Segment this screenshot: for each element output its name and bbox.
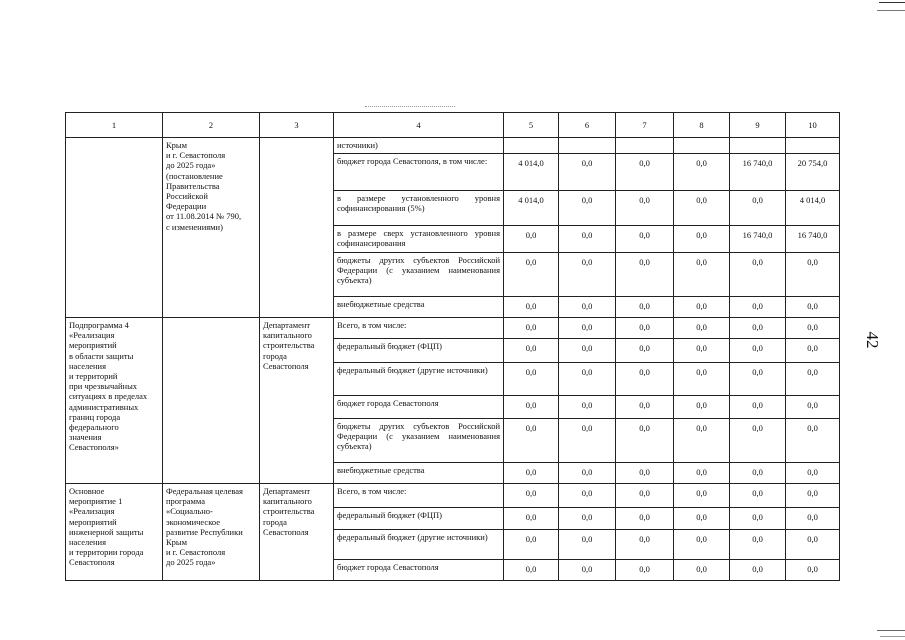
amount-cell: 0,0 [616,419,674,463]
executor-cell [260,138,334,318]
amount-cell: 0,0 [786,463,840,484]
funding-table [65,112,840,581]
amount-cell: 0,0 [674,560,730,581]
cell-line: «Реализация [69,506,115,517]
cell-line: Департамент [263,320,311,330]
cell-line: Основное [69,486,105,496]
amount-cell: 4 014,0 [504,154,559,191]
amount-cell: 0,0 [786,339,840,363]
funding-source-cell: Всего, в том числе: [334,318,504,339]
amount-cell: 0,0 [674,318,730,339]
amount-cell: 0,0 [674,396,730,419]
amount-cell: 0,0 [730,339,786,363]
amount-cell: 0,0 [674,363,730,396]
amount-cell: 0,0 [559,508,616,530]
amount-cell: 0,0 [504,253,559,297]
funding-source-cell: бюджеты других субъектов Российской Федерации (с указанием наименования субъекта) [334,419,504,463]
amount-cell: 0,0 [730,530,786,560]
amount-cell [786,138,840,154]
amount-cell: 0,0 [504,396,559,419]
amount-cell: 0,0 [616,530,674,560]
cell-line: ситуациях в пределах [69,391,148,402]
cell-line: Севастополя [263,360,309,371]
scan-artifact [365,106,455,107]
column-header: 10 [786,113,840,138]
cell-line: (постановление [166,170,223,181]
funding-source-cell: в размере установленного уровня софинансирования (5%) [334,191,504,226]
cell-line: капитального [263,496,312,507]
table-row [66,484,840,508]
amount-cell: 0,0 [616,396,674,419]
amount-cell: 0,0 [504,530,559,560]
program-name-cell [66,318,163,484]
cell-line: до 2025 года» [166,160,216,171]
cell-line: экономическое [166,516,221,527]
amount-cell: 0,0 [504,508,559,530]
amount-cell: 0,0 [674,419,730,463]
amount-cell: 0,0 [730,318,786,339]
page-number: 42 [863,331,882,349]
amount-cell: 0,0 [559,253,616,297]
funding-source-cell: источники) [334,138,504,154]
amount-cell: 0,0 [504,484,559,508]
cell-line: населения [69,360,106,371]
cell-line: капитального [263,330,312,341]
funding-source-cell: федеральный бюджет (ФЦП) [334,508,504,530]
amount-cell: 0,0 [616,226,674,253]
cell-line: и территории города [69,547,144,558]
amount-cell: 0,0 [786,484,840,508]
amount-cell: 0,0 [786,530,840,560]
amount-cell: 0,0 [730,508,786,530]
cell-line: Российской [166,190,208,201]
scan-edge-mark [880,636,905,637]
amount-cell: 16 740,0 [730,226,786,253]
amount-cell: 0,0 [730,419,786,463]
amount-cell: 0,0 [730,297,786,318]
amount-cell: 0,0 [786,363,840,396]
cell-line: Крым [166,140,188,150]
legal-basis-cell [163,484,260,581]
legal-basis-cell [163,318,260,484]
amount-cell: 0,0 [504,318,559,339]
amount-cell: 0,0 [786,396,840,419]
amount-cell [504,138,559,154]
amount-cell: 0,0 [616,191,674,226]
amount-cell: 0,0 [559,154,616,191]
amount-cell [730,138,786,154]
amount-cell: 0,0 [559,484,616,508]
funding-source-cell: бюджет города Севастополя [334,396,504,419]
amount-cell: 0,0 [674,154,730,191]
cell-line: до 2025 года» [166,557,216,568]
amount-cell: 0,0 [730,560,786,581]
amount-cell: 0,0 [559,419,616,463]
amount-cell: 0,0 [674,297,730,318]
cell-line: границ города [69,411,121,422]
amount-cell: 0,0 [786,508,840,530]
amount-cell: 0,0 [730,253,786,297]
amount-cell: 0,0 [674,191,730,226]
amount-cell: 0,0 [674,530,730,560]
column-header: 3 [260,113,334,138]
amount-cell: 0,0 [559,297,616,318]
amount-cell: 0,0 [786,560,840,581]
cell-line: населения [69,536,106,547]
amount-cell: 0,0 [559,396,616,419]
cell-line: и г. Севастополя [166,547,226,558]
funding-source-cell: Всего, в том числе: [334,484,504,508]
cell-line: строительства [263,340,315,351]
scan-edge-mark [877,630,905,631]
cell-line: Федерации [166,201,207,212]
cell-line: с изменениями) [166,221,223,232]
cell-line: Севастополя [263,526,309,537]
amount-cell: 0,0 [504,419,559,463]
amount-cell: 0,0 [504,297,559,318]
amount-cell: 0,0 [674,253,730,297]
funding-source-cell: внебюджетные средства [334,463,504,484]
cell-line: мероприятий [69,516,117,527]
cell-line: мероприятий [69,340,117,351]
funding-source-cell: федеральный бюджет (ФЦП) [334,339,504,363]
table-row [66,138,840,154]
amount-cell: 0,0 [786,318,840,339]
funding-source-cell: в размере сверх установленного уровня софинансирования [334,226,504,253]
amount-cell: 4 014,0 [786,191,840,226]
scan-edge-mark [879,2,905,3]
amount-cell: 0,0 [674,463,730,484]
amount-cell: 0,0 [730,484,786,508]
column-header: 1 [66,113,163,138]
cell-line: развитие Республики [166,526,243,537]
cell-line: инженерной защиты [69,526,144,537]
column-header: 6 [559,113,616,138]
amount-cell: 16 740,0 [730,154,786,191]
cell-line: города [263,516,287,527]
amount-cell: 0,0 [616,318,674,339]
amount-cell: 0,0 [674,508,730,530]
amount-cell: 0,0 [786,419,840,463]
cell-line: города [263,350,287,361]
column-header: 4 [334,113,504,138]
table-header-row [66,113,840,138]
cell-line: мероприятие 1 [69,496,123,507]
amount-cell: 0,0 [559,191,616,226]
amount-cell: 0,0 [504,560,559,581]
amount-cell: 0,0 [616,463,674,484]
amount-cell: 0,0 [504,463,559,484]
cell-line: Севастополя [69,557,115,568]
cell-line: от 11.08.2014 № 790, [166,211,242,222]
cell-line: административных [69,401,139,412]
funding-source-cell: внебюджетные средства [334,297,504,318]
column-header: 5 [504,113,559,138]
amount-cell: 0,0 [504,339,559,363]
cell-line: «Социально- [166,506,213,517]
funding-source-cell: бюджет города Севастополя [334,560,504,581]
amount-cell: 0,0 [616,253,674,297]
cell-line: Правительства [166,180,220,191]
amount-cell: 0,0 [559,339,616,363]
funding-source-cell: бюджеты других субъектов Российской Федерации (с указанием наименования субъекта) [334,253,504,297]
amount-cell: 0,0 [730,463,786,484]
amount-cell: 0,0 [559,463,616,484]
amount-cell [616,138,674,154]
amount-cell: 0,0 [674,226,730,253]
funding-source-cell: федеральный бюджет (другие источники) [334,363,504,396]
cell-line: при чрезвычайных [69,381,138,392]
cell-line: федерального [69,421,119,432]
amount-cell: 0,0 [616,508,674,530]
amount-cell: 0,0 [616,363,674,396]
amount-cell [674,138,730,154]
executor-cell [260,318,334,484]
cell-line: в области защиты [69,350,134,361]
amount-cell: 0,0 [730,396,786,419]
column-header: 9 [730,113,786,138]
amount-cell: 0,0 [559,363,616,396]
column-header: 2 [163,113,260,138]
amount-cell: 20 754,0 [786,154,840,191]
cell-line: Федеральная целевая [166,486,243,496]
column-header: 7 [616,113,674,138]
amount-cell: 0,0 [559,226,616,253]
program-name-cell [66,484,163,581]
column-header: 8 [674,113,730,138]
legal-basis-cell [163,138,260,318]
amount-cell: 0,0 [559,560,616,581]
amount-cell: 0,0 [786,253,840,297]
cell-line: строительства [263,506,315,517]
amount-cell: 0,0 [730,191,786,226]
amount-cell: 0,0 [616,154,674,191]
amount-cell: 0,0 [504,363,559,396]
program-name-cell [66,138,163,318]
amount-cell: 0,0 [674,484,730,508]
cell-line: и г. Севастополя [166,150,226,161]
cell-line: программа [166,496,206,507]
amount-cell: 16 740,0 [786,226,840,253]
cell-line: значения [69,432,102,443]
funding-source-cell: федеральный бюджет (другие источники) [334,530,504,560]
table-row [66,318,840,339]
cell-line: Крым [166,536,188,547]
cell-line: Севастополя» [69,442,119,453]
amount-cell: 0,0 [504,226,559,253]
amount-cell: 0,0 [730,363,786,396]
amount-cell [559,138,616,154]
executor-cell [260,484,334,581]
amount-cell: 4 014,0 [504,191,559,226]
amount-cell: 0,0 [674,339,730,363]
amount-cell: 0,0 [616,560,674,581]
cell-line: и территорий [69,370,118,381]
funding-source-cell: бюджет города Севастополя, в том числе: [334,154,504,191]
amount-cell: 0,0 [616,297,674,318]
amount-cell: 0,0 [616,339,674,363]
cell-line: Подпрограмма 4 [69,320,129,330]
scan-edge-mark [877,10,905,11]
amount-cell: 0,0 [616,484,674,508]
amount-cell: 0,0 [786,297,840,318]
amount-cell: 0,0 [559,318,616,339]
cell-line: «Реализация [69,330,115,341]
amount-cell: 0,0 [559,530,616,560]
cell-line: Департамент [263,486,311,496]
